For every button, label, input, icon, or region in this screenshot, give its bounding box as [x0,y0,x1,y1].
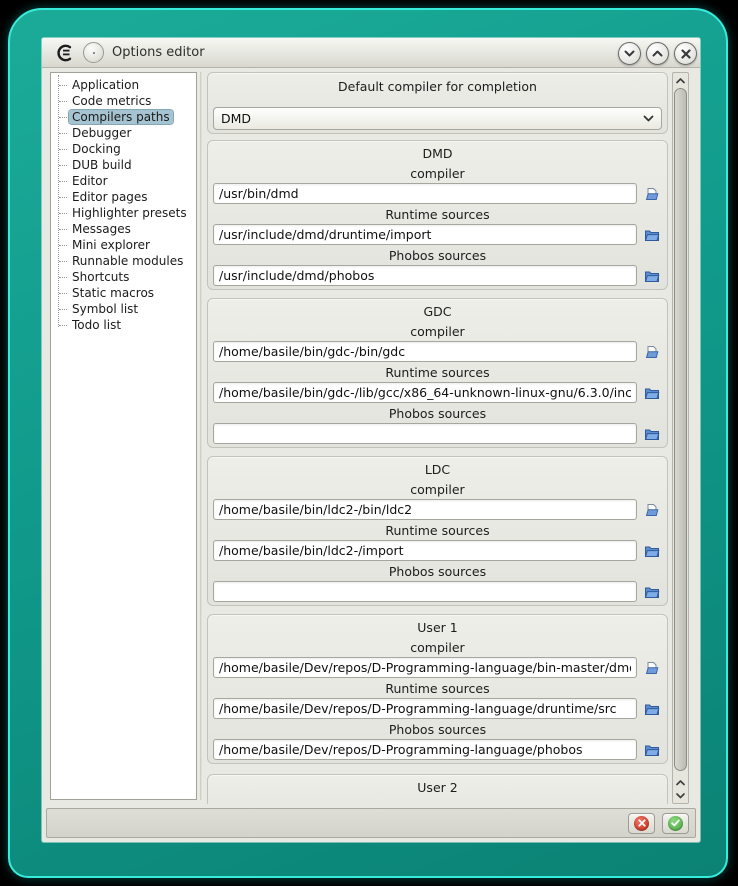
chevron-up-icon [676,78,685,84]
folder-icon [644,227,660,243]
browse-file-button[interactable] [642,185,662,203]
field-label-runtime: Runtime sources [385,681,490,696]
window-title: Options editor [112,45,205,60]
chevron-down-icon [624,50,635,57]
group-default-compiler [207,72,668,134]
tree-item-messages[interactable]: Messages [51,221,196,237]
chevron-down-icon [643,115,654,122]
options-editor-window [42,38,700,842]
group-title: LDC [424,462,451,477]
maximize-button[interactable] [646,42,669,65]
check-icon [668,816,683,831]
open-file-icon [644,186,660,202]
open-file-icon [644,344,660,360]
browse-file-button[interactable] [642,343,662,361]
field-label-phobos: Phobos sources [388,564,487,579]
group-title: User 2 [417,780,458,795]
user1-compiler-input[interactable] [213,657,637,678]
tree-item-debugger[interactable]: Debugger [51,125,196,141]
chevron-up-icon [652,50,663,57]
ldc-phobos-input[interactable] [213,581,637,602]
chevron-down-icon [676,793,685,799]
scroll-up-button[interactable] [673,74,688,87]
scroll-up-button-secondary[interactable] [673,776,688,789]
selected-compiler: DMD [221,111,252,126]
group-title: Default compiler for completion [338,79,537,94]
window-menu-button[interactable] [83,42,104,63]
gdc-phobos-input[interactable] [213,423,637,444]
compilers-paths-panel [207,72,670,804]
app-logo-icon [55,43,75,63]
field-label-runtime: Runtime sources [385,365,490,380]
tree-item-compilers-paths[interactable]: Compilers paths [51,109,196,125]
tree-item-static-macros[interactable]: Static macros [51,285,196,301]
field-label-runtime: Runtime sources [385,523,490,538]
group-title: DMD [422,146,453,161]
user1-runtime-input[interactable] [213,698,637,719]
browse-folder-button[interactable] [642,425,662,443]
scrollbar[interactable] [672,72,689,804]
folder-icon [644,584,660,600]
group-title: User 1 [417,620,458,635]
browse-folder-button[interactable] [642,384,662,402]
folder-icon [644,268,660,284]
group-ldc [207,456,668,606]
gdc-runtime-input[interactable] [213,382,637,403]
minimize-button[interactable] [618,42,641,65]
close-button[interactable] [674,42,697,65]
tree-item-symbol-list[interactable]: Symbol list [51,301,196,317]
tree-item-code-metrics[interactable]: Code metrics [51,93,196,109]
field-label-phobos: Phobos sources [388,406,487,421]
browse-folder-button[interactable] [642,226,662,244]
open-file-icon [644,502,660,518]
tree-item-todo-list[interactable]: Todo list [51,317,196,333]
field-label-phobos: Phobos sources [388,248,487,263]
group-gdc [207,298,668,448]
tree-item-dub-build[interactable]: DUB build [51,157,196,173]
ldc-compiler-input[interactable] [213,499,637,520]
dmd-phobos-input[interactable] [213,265,637,286]
tree-item-highlighter-presets[interactable]: Highlighter presets [51,205,196,221]
statusbar [46,808,696,838]
browse-folder-button[interactable] [642,741,662,759]
browse-folder-button[interactable] [642,542,662,560]
group-user1 [207,614,668,764]
group-user2 [207,774,668,804]
close-icon [681,49,691,59]
folder-icon [644,742,660,758]
browse-folder-button[interactable] [642,267,662,285]
dmd-runtime-input[interactable] [213,224,637,245]
folder-icon [644,701,660,717]
accept-button[interactable] [662,813,689,834]
folder-icon [644,426,660,442]
tree-item-editor[interactable]: Editor [51,173,196,189]
group-title: GDC [423,304,452,319]
user1-phobos-input[interactable] [213,739,637,760]
group-dmd [207,140,668,290]
field-label-runtime: Runtime sources [385,207,490,222]
chevron-up-icon [676,780,685,786]
browse-folder-button[interactable] [642,583,662,601]
folder-icon [644,543,660,559]
tree-item-runnable-modules[interactable]: Runnable modules [51,253,196,269]
tree-item-editor-pages[interactable]: Editor pages [51,189,196,205]
folder-icon [644,385,660,401]
browse-file-button[interactable] [642,501,662,519]
field-label-phobos: Phobos sources [388,722,487,737]
field-label-compiler: compiler [410,324,465,339]
tree [51,73,196,333]
tree-item-mini-explorer[interactable]: Mini explorer [51,237,196,253]
splitter[interactable] [200,72,203,800]
field-label-compiler: compiler [410,640,465,655]
gdc-compiler-input[interactable] [213,341,637,362]
field-label-compiler: compiler [410,482,465,497]
cancel-button[interactable] [628,813,655,834]
scrollbar-thumb[interactable] [674,88,687,771]
options-category-tree [50,72,197,800]
cancel-icon [634,816,649,831]
browse-file-button[interactable] [642,659,662,677]
field-label-compiler: compiler [410,166,465,181]
ldc-runtime-input[interactable] [213,540,637,561]
scroll-down-button[interactable] [673,789,688,802]
tree-item-application[interactable]: Application [51,77,196,93]
titlebar[interactable] [42,38,700,68]
dmd-compiler-input[interactable] [213,183,637,204]
browse-folder-button[interactable] [642,700,662,718]
open-file-icon [644,660,660,676]
tree-item-docking[interactable]: Docking [51,141,196,157]
default-compiler-select[interactable] [213,107,662,130]
tree-item-shortcuts[interactable]: Shortcuts [51,269,196,285]
